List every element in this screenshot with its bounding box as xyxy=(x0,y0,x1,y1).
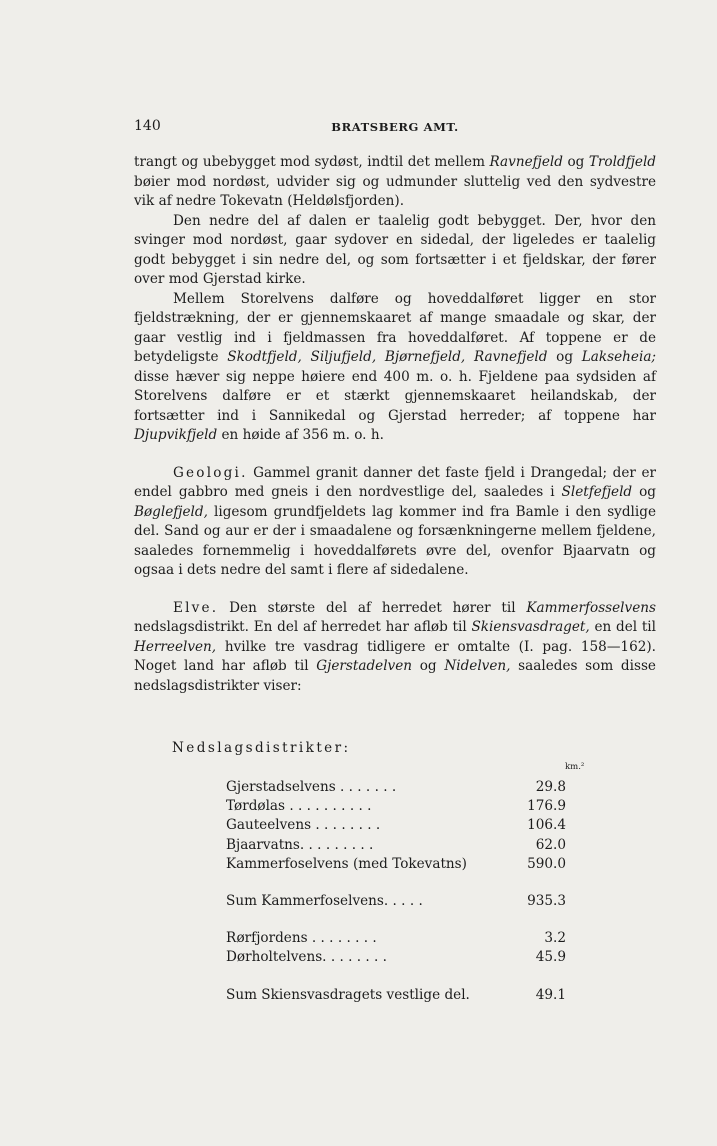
text-run: nedslagsdistrikt. En del af herredet har afløb til xyxy=(134,619,472,635)
text-run: trangt og ubebygget mod sydøst, indtil det mellem xyxy=(134,154,490,170)
unit-label: km.² xyxy=(565,762,585,772)
row-value: 45.9 xyxy=(535,949,566,966)
paragraph-rivers xyxy=(134,599,656,697)
text-run: bøier mod nordøst, udvider sig og udmunder sluttelig ved den sydvestre vik af nedre Tokevatn (Heldølsfjorden). xyxy=(134,173,656,209)
text-run: og xyxy=(562,154,589,170)
table-row xyxy=(226,816,566,835)
table-row xyxy=(226,929,566,948)
row-label: Sum Kammerfoselvens. . . . . xyxy=(226,892,423,909)
place-name: Ravnefjeld xyxy=(489,154,563,170)
section-heading-rivers: Elve. xyxy=(173,599,219,616)
row-value: 935.3 xyxy=(527,892,566,909)
body-text xyxy=(134,153,656,696)
row-value: 62.0 xyxy=(535,836,566,853)
page-header xyxy=(134,118,656,138)
row-label: Gauteelvens . . . . . . . . xyxy=(226,817,381,834)
table-sum-row xyxy=(226,986,566,1005)
row-label: Tørdølas . . . . . . . . . . xyxy=(226,798,372,815)
text-run: og xyxy=(632,484,656,500)
table-row xyxy=(226,855,566,874)
place-name: Troldfjeld xyxy=(588,154,656,170)
paragraph-geology xyxy=(134,464,656,581)
table-row xyxy=(226,948,566,967)
table-rows xyxy=(226,778,566,1005)
row-label: Kammerfoselvens (med Tokevatns) xyxy=(226,855,467,872)
row-label: Bjaarvatns. . . . . . . . . xyxy=(226,836,374,853)
row-value: 29.8 xyxy=(535,779,566,795)
paragraph-3 xyxy=(134,290,656,446)
table-title: Nedslagsdistrikter: xyxy=(172,740,351,756)
place-name: Djupvikfjeld xyxy=(134,427,218,443)
table-sum-row xyxy=(226,892,566,911)
section-gap xyxy=(134,581,656,599)
text-run: en del til xyxy=(589,619,656,635)
row-value: 590.0 xyxy=(527,855,566,872)
place-name: Bøglefjeld, xyxy=(134,503,208,520)
text-run: ligesom grundfjeldets lag kommer ind fra Bamle i den sydlige del. Sand og aur er der i smaadalene og forsænkningerne mellem fjeldene, saaledes fornemmelig i hoveddalførets øvre del, ovenfor Bjaarvatn og ogsaa i dets nedre del samt i flere af sidedalene. xyxy=(134,503,656,578)
text-run: en høide af 356 m. o. h. xyxy=(217,427,384,443)
text-run: disse hæver sig neppe høiere end 400 m. o. h. Fjeldene paa sydsiden af Storelvens dalføre er et stærkt gjennemskaaret heilandskab, der fortsætter ind i Sannikedal og Gjerstad herreder; af toppene har xyxy=(134,368,656,424)
text-run: Mellem Storelvens dalføre og hoveddalføret ligger en stor fjeldstrækning, der er gjennemskaaret af mange smaadale og skar, der gaar vestlig ind i fjeldmassen fra hoveddalføret. Af toppene er de betydeligste xyxy=(134,290,656,365)
river-name: Nidelven, xyxy=(444,658,511,674)
row-label: Rørfjordens . . . . . . . . xyxy=(226,930,377,947)
table-row xyxy=(226,836,566,855)
river-name: Herreelven, xyxy=(134,638,217,655)
table-row xyxy=(226,797,566,816)
page-number: 140 xyxy=(134,118,161,134)
section-gap xyxy=(134,446,656,464)
row-label: Gjerstadselvens . . . . . . . xyxy=(226,779,397,795)
row-gap xyxy=(226,968,566,986)
row-value: 49.1 xyxy=(535,986,566,1003)
place-name: Skodtfjeld, Siljufjeld, Bjørnefjeld, Ravnefjeld xyxy=(227,349,548,365)
table-row xyxy=(226,778,566,797)
text-run: Gammel granit danner det faste fjeld i Drangedal; der er endel gabbro med gneis i den nordvestlige del, saaledes i xyxy=(134,464,656,500)
place-name: Lakseheia; xyxy=(581,349,657,365)
text-run: Den største del af herredet hører til xyxy=(218,599,527,616)
row-value: 176.9 xyxy=(527,798,566,815)
section-heading-geology: Geologi. xyxy=(173,464,248,481)
text-run: saaledes som disse nedslagsdistrikter viser: xyxy=(134,658,656,694)
river-name: Kammerfosselvens xyxy=(526,599,656,616)
paragraph-1 xyxy=(134,153,656,212)
catchment-table xyxy=(134,738,656,1003)
row-value: 3.2 xyxy=(544,930,566,947)
river-name: Skiensvasdraget, xyxy=(471,619,590,635)
row-label: Dørholtelvens. . . . . . . . xyxy=(226,949,387,966)
row-label: Sum Skiensvasdragets vestlige del. xyxy=(226,986,470,1003)
row-gap xyxy=(226,911,566,929)
text-run: og xyxy=(412,658,445,674)
row-gap xyxy=(226,874,566,892)
text-run: og xyxy=(547,349,582,365)
river-name: Gjerstadelven xyxy=(316,658,413,674)
text-run: hvilke tre vasdrag tidligere er omtalte (I. pag. 158—162). Noget land har afløb til xyxy=(134,638,656,674)
place-name: Sletfefjeld xyxy=(561,484,633,500)
paragraph-2: Den nedre del af dalen er taalelig godt bebygget. Der, hvor den svinger mod nordøst, gaar sydover en sidedal, der ligeledes er taalelig godt bebygget i sin nedre del, og som fortsætter i et fjeldskar, der fører over mod Gjerstad kirke. xyxy=(134,212,656,287)
row-value: 106.4 xyxy=(527,817,566,834)
running-title: BRATSBERG AMT. xyxy=(331,120,459,134)
